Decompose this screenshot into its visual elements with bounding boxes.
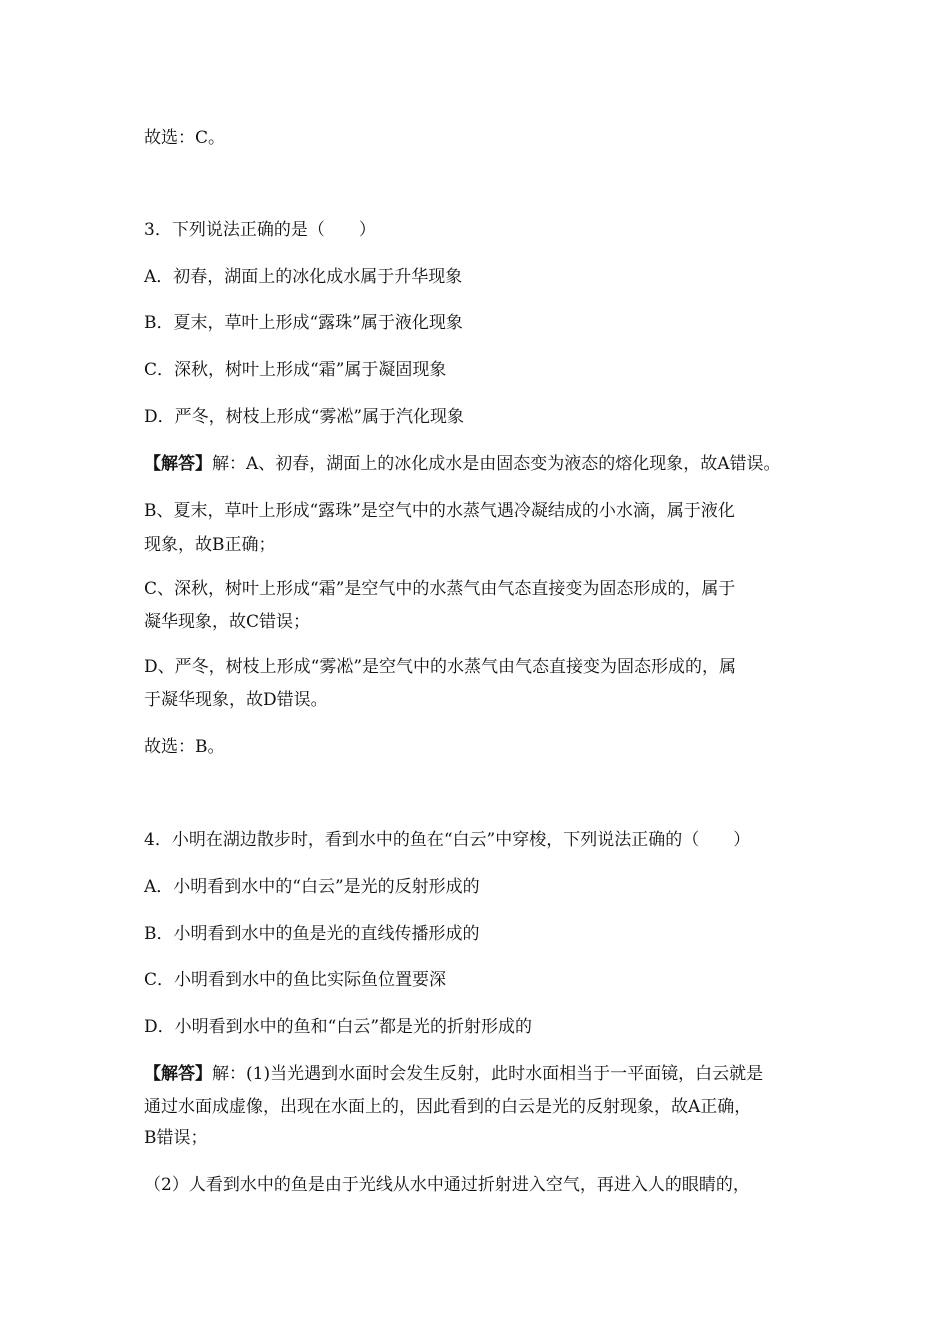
question-4-stem: 4．小明在湖边散步时，看到水中的鱼在“白云”中穿梭，下列说法正确的（ ） [144,830,751,850]
question-3-solution-line [144,454,834,474]
question-3-solution-line: 现象，故B正确； [144,535,276,555]
question-4-option-b: B．小明看到水中的鱼是光的直线传播形成的 [144,924,480,944]
question-3-solution-line: B、夏末，草叶上形成“露珠”是空气中的水蒸气遇冷凝结成的小水滴，属于液化 [144,501,735,521]
question-4-solution-line: 通过水面成虚像，出现在水面上的，因此看到的白云是光的反射现象，故A正确， [144,1097,752,1117]
question-4-option-a: A．小明看到水中的“白云”是光的反射形成的 [144,877,480,897]
question-3-solution-line: 凝华现象，故C错误； [144,612,311,632]
previous-answer: 故选：C。 [144,128,226,148]
question-4-solution-line [144,1064,834,1084]
solution-tag: 【解答】 [144,454,212,474]
question-4-solution-line: （2）人看到水中的鱼是由于光线从水中通过折射进入空气，再进入人的眼睛的， [144,1175,750,1195]
question-3-option-d: D．严冬，树枝上形成“雾凇”属于汽化现象 [144,407,465,427]
question-4-option-d: D．小明看到水中的鱼和“白云”都是光的折射形成的 [144,1017,533,1037]
solution-text: 解：(1)当光遇到水面时会发生反射，此时水面相当于一平面镜，白云就是 [212,1064,764,1084]
question-3-option-c: C．深秋，树叶上形成“霜”属于凝固现象 [144,360,447,380]
question-3-answer: 故选：B。 [144,737,225,757]
question-3-solution-line: D、严冬，树枝上形成“雾凇”是空气中的水蒸气由气态直接变为固态形成的，属 [144,657,737,677]
question-3-solution-line: 于凝华现象，故D错误。 [144,690,328,710]
question-3-option-b: B．夏末，草叶上形成“露珠”属于液化现象 [144,313,463,333]
question-4-solution-line: B错误； [144,1128,208,1148]
solution-tag: 【解答】 [144,1064,212,1084]
question-4-option-c: C．小明看到水中的鱼比实际鱼位置要深 [144,970,447,990]
question-3-option-a: A．初春，湖面上的冰化成水属于升华现象 [144,267,463,287]
question-3-stem: 3．下列说法正确的是（ ） [144,220,376,240]
solution-text: 解：A、初春，湖面上的冰化成水是由固态变为液态的熔化现象，故A错误。 [212,454,781,474]
question-3-solution-line: C、深秋，树叶上形成“霜”是空气中的水蒸气由气态直接变为固态形成的，属于 [144,579,736,599]
